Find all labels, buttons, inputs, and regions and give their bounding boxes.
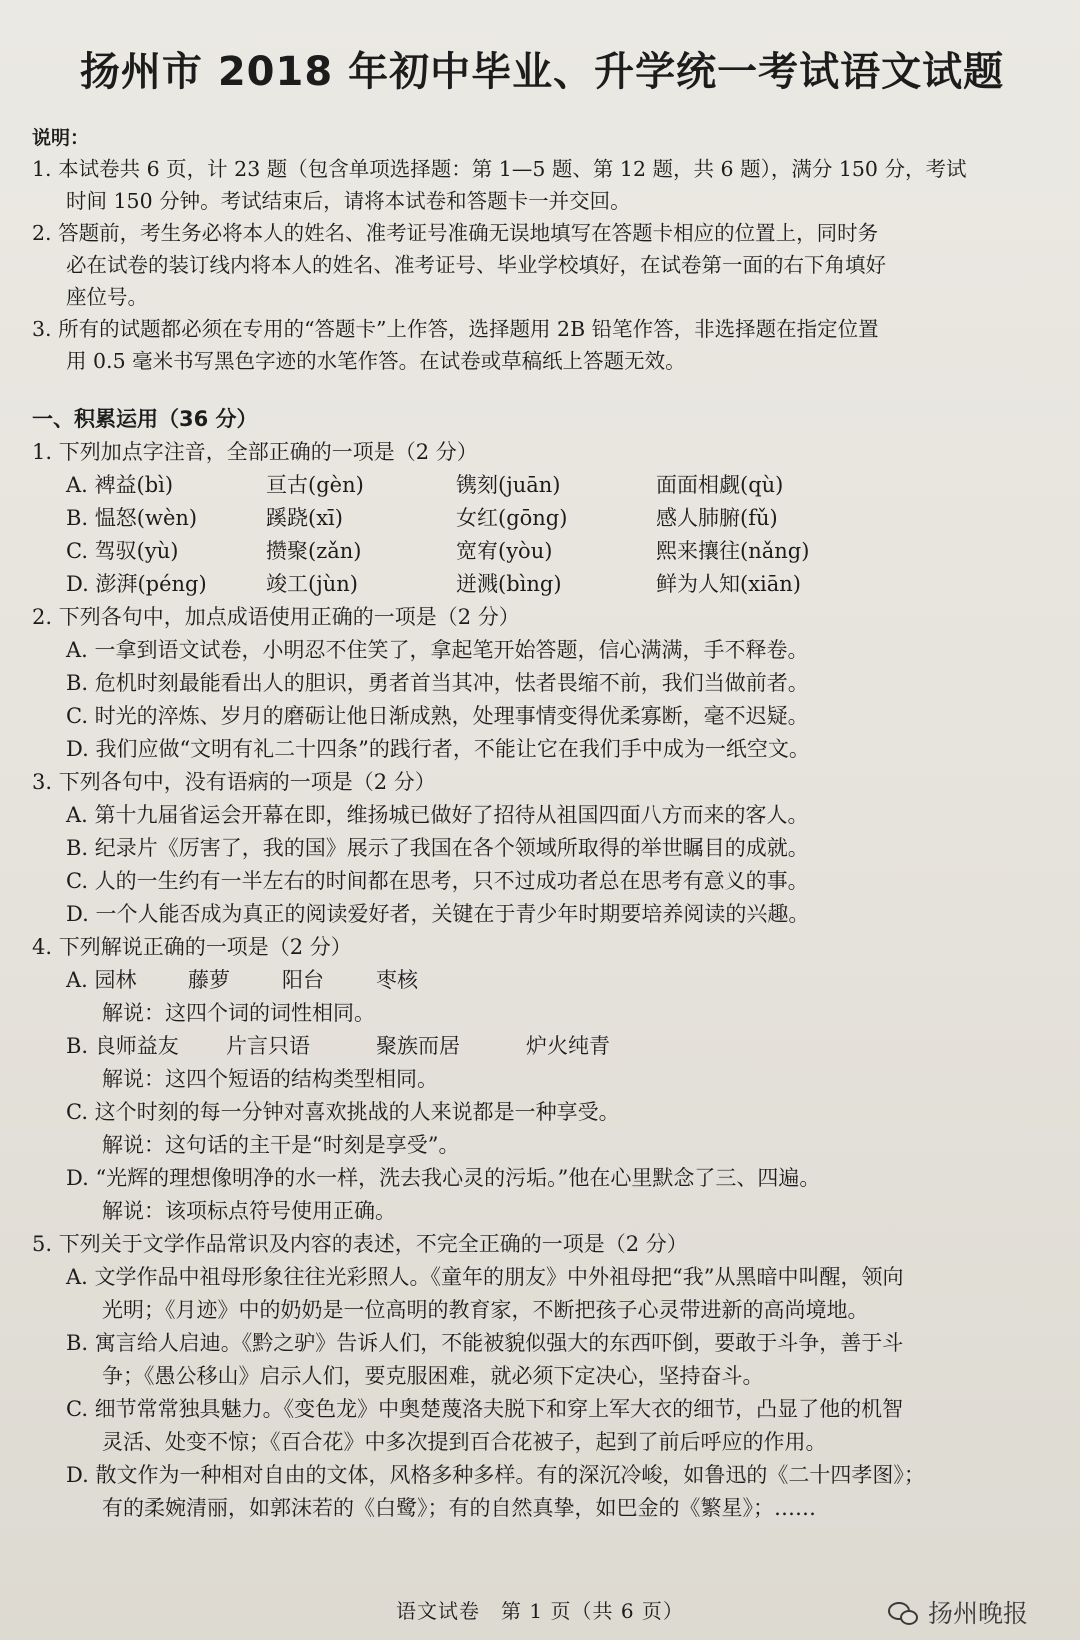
option-row [32, 502, 1052, 535]
option-item: B. 愠怒(wèn) [66, 506, 198, 530]
watermark [888, 1594, 1028, 1630]
instruction-line: 座位号。 [66, 285, 148, 309]
word: 炉火纯青 [526, 1034, 610, 1058]
option-words [32, 964, 1052, 997]
option-item: 熙来攘往(nǎng) [656, 539, 810, 563]
option-line: 光明；《月迹》中的奶奶是一位高明的教育家，不断把孩子心灵带进新的高尚境地。 [102, 1298, 869, 1322]
word: 枣核 [376, 968, 418, 992]
option-item: C. 驾驭(yù) [66, 539, 179, 563]
word: 聚族而居 [376, 1034, 460, 1058]
option-row [32, 535, 1052, 568]
explanation: 解说：该项标点符号使用正确。 [102, 1199, 396, 1223]
explanation: 解说：这四个词的词性相同。 [102, 1001, 375, 1025]
option-item: 宽宥(yòu) [456, 539, 553, 563]
option-item: A. 裨益(bì) [66, 473, 174, 497]
question-5 [32, 1228, 1052, 1525]
instructions-heading: 说明： [32, 127, 90, 149]
question-1 [32, 436, 1052, 601]
option-item: 镌刻(juān) [456, 473, 561, 497]
word: A. 园林 [66, 968, 137, 992]
option-row [32, 469, 1052, 502]
option-row [32, 568, 1052, 601]
instruction-line: 1. 本试卷共 6 页，计 23 题（包含单项选择题：第 1—5 题、第 12 题，共 6 题），满分 150 分，考试 [32, 157, 967, 181]
instructions [32, 123, 1052, 377]
instruction-line: 3. 所有的试题都必须在专用的“答题卡”上作答，选择题用 2B 铅笔作答，非选择题在指定位置 [32, 317, 879, 341]
option-line: C. 人的一生约有一半左右的时间都在思考，只不过成功者总在思考有意义的事。 [66, 869, 809, 893]
option-line: B. 纪录片《厉害了，我的国》展示了我国在各个领域所取得的举世瞩目的成就。 [66, 836, 809, 860]
option-line: C. 细节常常独具魅力。《变色龙》中奥楚蔑洛夫脱下和穿上军大衣的细节，凸显了他的机智 [66, 1397, 904, 1421]
explanation: 解说：这四个短语的结构类型相同。 [102, 1067, 438, 1091]
instruction-line: 必在试卷的装订线内将本人的姓名、准考证号、毕业学校填好，在试卷第一面的右下角填好 [66, 253, 886, 277]
option-line: 有的柔婉清丽，如郭沫若的《白鹭》；有的自然真挚，如巴金的《繁星》；…… [102, 1496, 816, 1520]
option-line: D. 我们应做“文明有礼二十四条”的践行者，不能让它在我们手中成为一纸空文。 [66, 737, 810, 761]
exam-title: 扬州市 2018 年初中毕业、升学统一考试语文试题 [79, 49, 1005, 95]
option-item: 竣工(jùn) [266, 572, 358, 596]
word: 藤萝 [188, 968, 230, 992]
question-4 [32, 931, 1052, 1228]
option-item: 鲜为人知(xiān) [656, 572, 801, 596]
option-line: D. “光辉的理想像明净的水一样，洗去我心灵的污垢。”他在心里默念了三、四遍。 [66, 1166, 821, 1190]
question-3 [32, 766, 1052, 931]
option-line: B. 寓言给人启迪。《黔之驴》告诉人们，不能被貌似强大的东西吓倒，要敢于斗争，善于斗 [66, 1331, 904, 1355]
option-line: C. 这个时刻的每一分钟对喜欢挑战的人来说都是一种享受。 [66, 1100, 620, 1124]
question-stem: 2. 下列各句中，加点成语使用正确的一项是（2 分） [32, 605, 520, 629]
question-stem: 5. 下列关于文学作品常识及内容的表述，不完全正确的一项是（2 分） [32, 1232, 688, 1256]
option-line: 灵活、处变不惊；《百合花》中多次提到百合花被子，起到了前后呼应的作用。 [102, 1430, 827, 1454]
page-footer: 语文试卷 第 1 页（共 6 页） [396, 1599, 684, 1623]
question-stem: 4. 下列解说正确的一项是（2 分） [32, 935, 352, 959]
word: B. 良师益友 [66, 1034, 179, 1058]
instruction-line: 2. 答题前，考生务必将本人的姓名、准考证号准确无误地填写在答题卡相应的位置上，同时务 [32, 221, 879, 245]
wechat-icon [888, 1600, 918, 1624]
section-heading: 一、积累运用（36 分） [32, 407, 258, 431]
option-item: D. 澎湃(péng) [66, 572, 207, 596]
option-item: 女红(gōng) [456, 506, 568, 530]
option-item: 感人肺腑(fǔ) [656, 506, 778, 530]
option-line: 争；《愚公移山》启示人们，要克服困难，就必须下定决心，坚持奋斗。 [102, 1364, 764, 1388]
option-line: D. 一个人能否成为真正的阅读爱好者，关键在于青少年时期要培养阅读的兴趣。 [66, 902, 810, 926]
question-2 [32, 601, 1052, 766]
option-line: C. 时光的淬炼、岁月的磨砺让他日渐成熟，处理事情变得优柔寡断，毫不迟疑。 [66, 704, 809, 728]
watermark-label: 扬州晚报 [927, 1599, 1028, 1628]
option-line: B. 危机时刻最能看出人的胆识，勇者首当其冲，怯者畏缩不前，我们当做前者。 [66, 671, 809, 695]
option-words [32, 1030, 1052, 1063]
option-item: 迸溅(bìng) [456, 572, 562, 596]
instruction-line: 用 0.5 毫米书写黑色字迹的水笔作答。在试卷或草稿纸上答题无效。 [66, 349, 686, 373]
question-stem: 3. 下列各句中，没有语病的一项是（2 分） [32, 770, 436, 794]
option-line: A. 文学作品中祖母形象往往光彩照人。《童年的朋友》中外祖母把“我”从黑暗中叫醒，领向 [66, 1265, 904, 1289]
option-line: A. 一拿到语文试卷，小明忍不住笑了，拿起笔开始答题，信心满满，手不释卷。 [66, 638, 809, 662]
option-item: 蹊跷(xī) [266, 506, 343, 530]
instruction-line: 时间 150 分钟。考试结束后，请将本试卷和答题卡一并交回。 [66, 189, 631, 213]
word: 片言只语 [226, 1034, 310, 1058]
explanation: 解说：这句话的主干是“时刻是享受”。 [102, 1133, 460, 1157]
option-item: 攒聚(zǎn) [266, 539, 362, 563]
option-line: D. 散文作为一种相对自由的文体，风格多种多样。有的深沉冷峻，如鲁迅的《二十四孝图》； [66, 1463, 925, 1487]
option-line: A. 第十九届省运会开幕在即，维扬城已做好了招待从祖国四面八方而来的客人。 [66, 803, 809, 827]
word: 阳台 [282, 968, 324, 992]
question-stem: 1. 下列加点字注音，全部正确的一项是（2 分） [32, 440, 478, 464]
option-item: 亘古(gèn) [266, 473, 364, 497]
option-item: 面面相觑(qù) [656, 473, 784, 497]
